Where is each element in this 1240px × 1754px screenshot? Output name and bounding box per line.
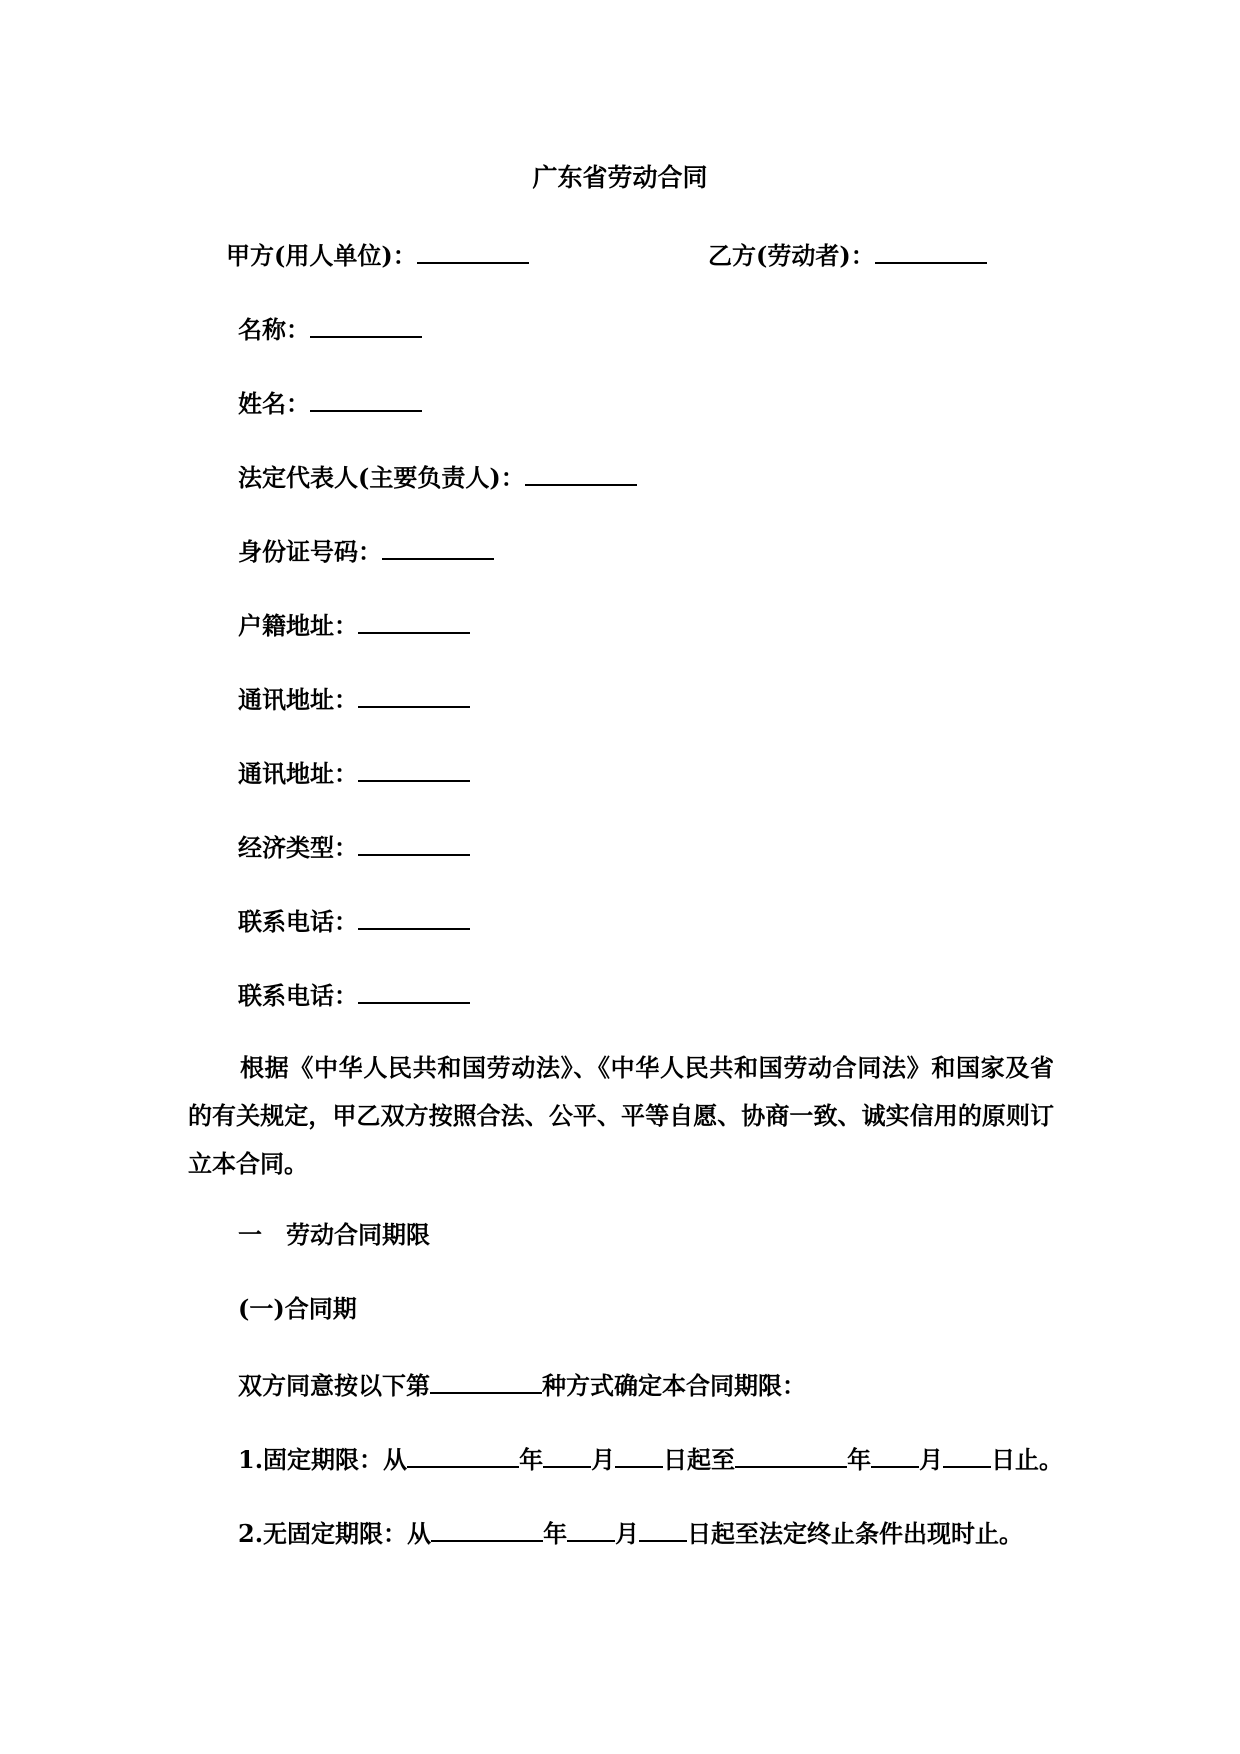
option-open-term <box>238 1514 1023 1551</box>
party-b-label: 乙方(劳动者)： <box>708 241 875 270</box>
field-blank[interactable] <box>310 310 422 338</box>
method-blank[interactable] <box>430 1366 542 1394</box>
start-month-blank[interactable] <box>567 1514 615 1542</box>
field-line <box>238 902 470 939</box>
party-a-blank[interactable] <box>417 236 529 264</box>
start-day-blank[interactable] <box>639 1514 687 1542</box>
party-a-line <box>226 236 529 273</box>
field-label: 通讯地址： <box>238 685 358 714</box>
field-line <box>238 310 422 347</box>
field-blank[interactable] <box>525 458 637 486</box>
field-label: 户籍地址： <box>238 611 358 640</box>
field-label: 名称： <box>238 315 310 344</box>
field-blank[interactable] <box>310 384 422 412</box>
year-label: 年 <box>847 1445 872 1474</box>
day-end-label: 日止。 <box>991 1445 1064 1474</box>
field-line <box>238 532 494 569</box>
end-month-blank[interactable] <box>871 1440 919 1468</box>
document-title: 广东省劳动合同 <box>532 163 708 192</box>
end-day-blank[interactable] <box>943 1440 991 1468</box>
year-label: 年 <box>519 1445 544 1474</box>
subsection-heading: (一)合同期 <box>238 1294 357 1323</box>
intro-paragraph: 根据《中华人民共和国劳动法》、《中华人民共和国劳动合同法》和国家及省的有关规定，甲乙双方按照合法、公平、平等自愿、协商一致、诚实信用的原则订立本合同。 <box>188 1053 1054 1178</box>
month-label: 月 <box>591 1445 616 1474</box>
field-line <box>238 680 470 717</box>
field-label: 法定代表人(主要负责人)： <box>238 463 525 492</box>
start-year-blank[interactable] <box>407 1440 519 1468</box>
field-label: 通讯地址： <box>238 759 358 788</box>
field-label: 身份证号码： <box>238 537 382 566</box>
party-b-blank[interactable] <box>875 236 987 264</box>
method-suffix: 种方式确定本合同期限： <box>542 1371 806 1400</box>
month-label: 月 <box>615 1519 640 1548</box>
field-label: 联系电话： <box>238 981 358 1010</box>
field-line <box>238 754 470 791</box>
method-line <box>238 1366 806 1403</box>
field-blank[interactable] <box>382 532 494 560</box>
field-line <box>238 828 470 865</box>
year-label: 年 <box>543 1519 568 1548</box>
field-blank[interactable] <box>358 828 470 856</box>
start-year-blank[interactable] <box>431 1514 543 1542</box>
field-label: 经济类型： <box>238 833 358 862</box>
field-blank[interactable] <box>358 754 470 782</box>
method-prefix: 双方同意按以下第 <box>238 1371 430 1400</box>
party-b-line <box>708 236 987 273</box>
field-label: 联系电话： <box>238 907 358 936</box>
field-blank[interactable] <box>358 680 470 708</box>
field-line <box>238 606 470 643</box>
section-heading: 一 劳动合同期限 <box>238 1220 430 1249</box>
field-line <box>238 384 422 421</box>
option-suffix: 日起至法定终止条件出现时止。 <box>687 1519 1024 1548</box>
field-blank[interactable] <box>358 976 470 1004</box>
start-day-blank[interactable] <box>615 1440 663 1468</box>
month-label: 月 <box>919 1445 944 1474</box>
field-line <box>238 976 470 1013</box>
field-blank[interactable] <box>358 902 470 930</box>
end-year-blank[interactable] <box>735 1440 847 1468</box>
start-month-blank[interactable] <box>543 1440 591 1468</box>
field-blank[interactable] <box>358 606 470 634</box>
option-fixed-term <box>238 1440 1063 1477</box>
party-a-label: 甲方(用人单位)： <box>226 241 417 270</box>
field-label: 姓名： <box>238 389 310 418</box>
option-prefix: 1.固定期限：从 <box>238 1445 408 1474</box>
option-prefix: 2.无固定期限：从 <box>238 1519 432 1548</box>
day-start-label: 日起至 <box>663 1445 736 1474</box>
field-line <box>238 458 637 495</box>
